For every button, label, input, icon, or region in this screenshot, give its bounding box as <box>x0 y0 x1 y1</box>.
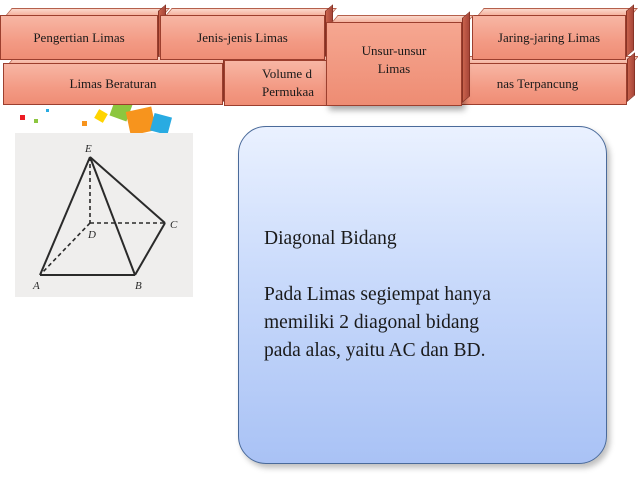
content-heading: Diagonal Bidang <box>264 228 397 249</box>
content-line-2: memiliki 2 diagonal bidang <box>264 312 480 333</box>
menu-volume-label-line2: Permukaa <box>262 84 314 99</box>
menu-pengertian-label: Pengertian Limas <box>33 29 125 45</box>
menu-jenis-button[interactable] <box>160 15 325 60</box>
pyramid-figure <box>15 133 193 297</box>
vertex-label-b: B <box>135 280 142 292</box>
menu-volume-button[interactable] <box>224 60 334 106</box>
menu-unsur-label-line1: Unsur-unsur <box>361 43 427 58</box>
menu-jaring-label: Jaring-jaring Limas <box>497 29 601 45</box>
menu-jenis-label: Jenis-jenis Limas <box>197 29 288 45</box>
menu-limas-beraturan-label: Limas Beraturan <box>69 76 157 91</box>
menu-volume-label-line1: Volume d <box>262 66 312 81</box>
content-line-3: pada alas, yaitu AC dan BD. <box>264 340 486 361</box>
menu-pengertian-button[interactable] <box>0 15 158 60</box>
menu-unsur-label-line2: Limas <box>377 61 411 76</box>
vertex-label-e: E <box>85 143 92 155</box>
content-line-1: Pada Limas segiempat hanya <box>264 284 491 305</box>
vertex-label-d: D <box>88 229 96 241</box>
menu-unsur-button[interactable] <box>326 22 462 106</box>
content-card <box>238 126 607 464</box>
vertex-label-c: C <box>170 219 178 231</box>
vertex-label-a: A <box>33 280 40 292</box>
pyramid-diagram <box>15 133 193 297</box>
menu-limas-beraturan-button[interactable] <box>3 63 223 105</box>
menu-jaring-button[interactable] <box>472 15 626 60</box>
menu-limas-terpancung-label: nas Terpancung <box>496 76 579 91</box>
